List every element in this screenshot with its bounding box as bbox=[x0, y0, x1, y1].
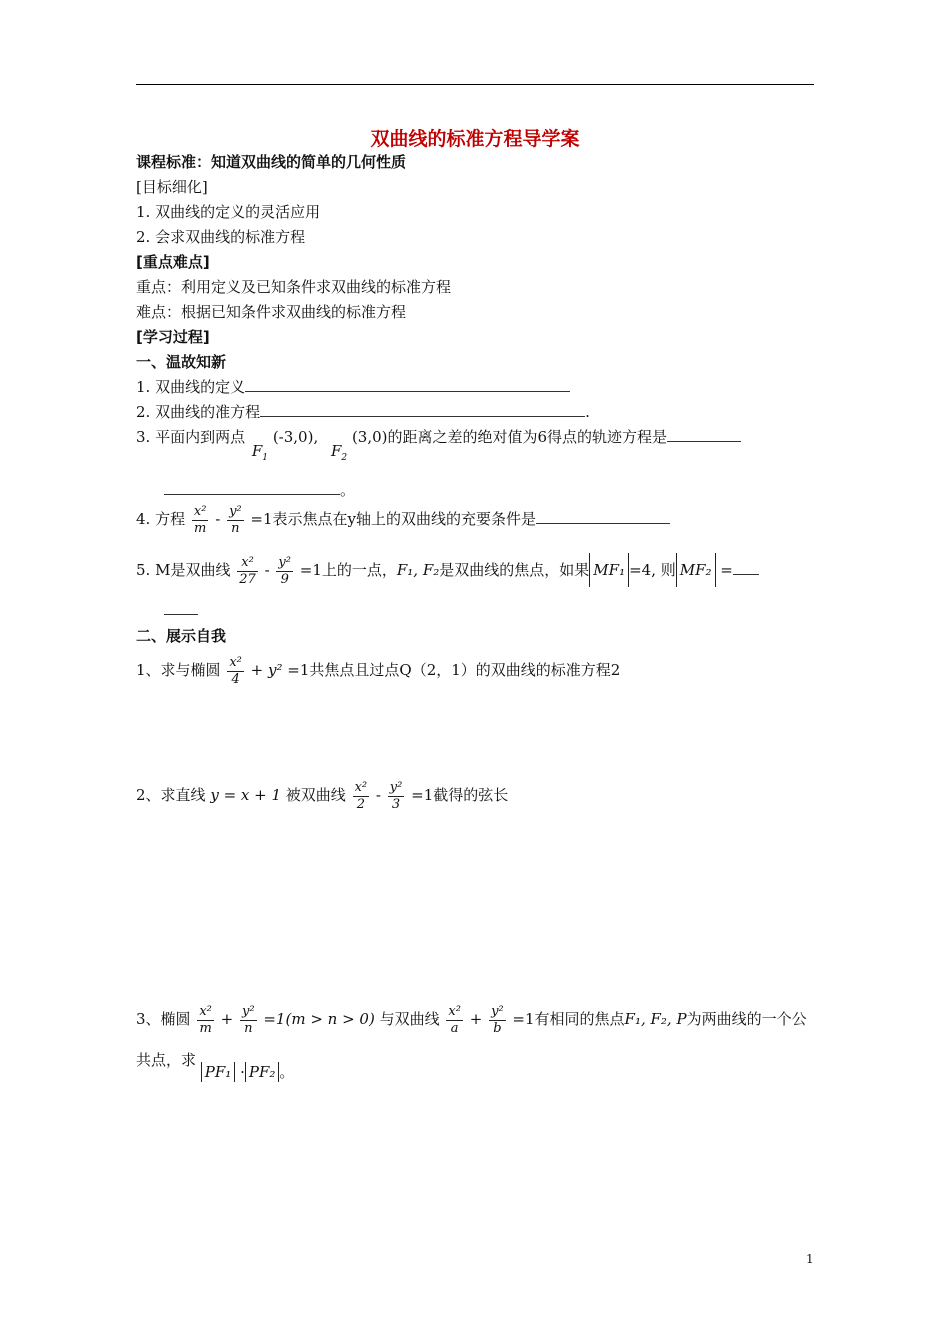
denominator: b bbox=[493, 1020, 502, 1036]
goal-1: 1. 双曲线的定义的灵活应用 bbox=[136, 203, 321, 221]
review-q5-text-e: = bbox=[715, 561, 733, 579]
answer-blank[interactable] bbox=[667, 427, 741, 442]
numerator: x² bbox=[193, 503, 207, 519]
review-header: 一、温故知新 bbox=[136, 353, 227, 371]
answer-blank[interactable] bbox=[164, 600, 198, 615]
show-question-3-continued bbox=[136, 1050, 295, 1081]
denominator: n bbox=[231, 520, 240, 536]
fraction-x2-over-a bbox=[446, 1004, 463, 1037]
review-q5-text-b: =1上的一点， bbox=[299, 561, 397, 579]
fraction-y2-over-b bbox=[489, 1004, 506, 1037]
page-number: 1 bbox=[806, 1252, 814, 1266]
answer-blank[interactable] bbox=[164, 480, 340, 495]
numerator: y² bbox=[278, 554, 291, 570]
header-rule bbox=[136, 84, 814, 85]
review-question-5 bbox=[136, 553, 759, 588]
page-title: 双曲线的标准方程导学案 bbox=[370, 128, 580, 150]
numerator: x² bbox=[448, 1003, 461, 1019]
fraction-x2-over-m bbox=[197, 1004, 214, 1037]
answer-blank[interactable] bbox=[245, 377, 570, 392]
show-q3-end: 。 bbox=[279, 1063, 295, 1081]
denominator: 9 bbox=[280, 571, 289, 587]
foci-f1-f2: F₁, F₂ bbox=[396, 561, 440, 579]
fraction-x2-over-27 bbox=[237, 555, 258, 588]
plus-sign: + bbox=[220, 1010, 234, 1028]
show-q3-text-d: 为两曲线的一个公 bbox=[686, 1010, 807, 1028]
review-q4-text-b: =1表示焦点在y轴上的双曲线的充要条件是 bbox=[250, 510, 536, 528]
show-q3-text-a: 3、椭圆 bbox=[136, 1010, 191, 1028]
review-q3-text-c: (3,0)的距离之差的绝对值为6得点的轨迹方程是 bbox=[351, 428, 668, 446]
review-q4-text-a: 4. 方程 bbox=[136, 510, 186, 528]
show-question-1 bbox=[136, 653, 620, 688]
denominator: 2 bbox=[356, 796, 365, 812]
answer-blank[interactable] bbox=[536, 509, 670, 524]
review-q2-end: . bbox=[585, 403, 590, 421]
show-q3-text-e: 共点，求 bbox=[136, 1051, 197, 1069]
denominator: m bbox=[193, 520, 207, 536]
show-question-2 bbox=[136, 778, 508, 813]
fraction-y2-over-9 bbox=[276, 555, 293, 588]
review-question-3-continued bbox=[164, 480, 355, 500]
focus-f1-sub: 1 bbox=[262, 453, 269, 463]
review-question-1 bbox=[136, 377, 570, 397]
abs-pf1: PF₁ bbox=[201, 1062, 236, 1082]
denominator: a bbox=[450, 1020, 459, 1036]
numerator: x² bbox=[199, 1003, 212, 1019]
denominator: m bbox=[199, 1020, 212, 1036]
numerator: x² bbox=[354, 779, 368, 795]
fraction-x2-over-4 bbox=[227, 655, 244, 688]
show-q2-text-a: 2、求直线 bbox=[136, 786, 206, 804]
denominator: 3 bbox=[391, 796, 401, 812]
review-q3-text-a: 3. 平面内到两点 bbox=[136, 428, 246, 446]
review-question-4 bbox=[136, 502, 670, 537]
denominator: 4 bbox=[231, 671, 240, 687]
review-q2-text: 2. 双曲线的准方程 bbox=[136, 403, 261, 421]
key-point: 重点：利用定义及已知条件求双曲线的标准方程 bbox=[136, 278, 452, 296]
numerator: y² bbox=[491, 1003, 504, 1019]
plus-sign: + bbox=[469, 1010, 483, 1028]
goal-2: 2. 会求双曲线的标准方程 bbox=[136, 228, 306, 246]
focus-f2-sub: 2 bbox=[341, 453, 348, 463]
goals-header: [目标细化] bbox=[136, 178, 208, 196]
minus-sign: - bbox=[215, 510, 221, 528]
review-question-2 bbox=[136, 402, 590, 422]
numerator: y² bbox=[242, 1003, 255, 1019]
show-q3-text-b: 与双曲线 bbox=[379, 1010, 440, 1028]
difficulty-point: 难点：根据已知条件求双曲线的标准方程 bbox=[136, 303, 407, 321]
denominator: n bbox=[244, 1020, 253, 1036]
denominator: 27 bbox=[239, 571, 256, 587]
review-q1-text: 1. 双曲线的定义 bbox=[136, 378, 246, 396]
numerator: y² bbox=[389, 779, 403, 795]
review-q3-text-b: (-3,0), bbox=[272, 428, 319, 446]
review-question-3 bbox=[136, 427, 741, 463]
focus-f2-letter: F bbox=[331, 442, 342, 460]
fraction-y2-over-3 bbox=[388, 780, 405, 813]
numerator: x² bbox=[229, 654, 242, 670]
key-difficulty-header: [重点难点] bbox=[136, 253, 210, 271]
y-squared: y² bbox=[268, 661, 283, 679]
minus-sign: - bbox=[264, 561, 270, 579]
focus-f1-letter: F bbox=[251, 442, 263, 460]
product-expression bbox=[201, 1063, 295, 1081]
focus-f1 bbox=[251, 442, 269, 463]
ellipse-condition: =1(m > n > 0) bbox=[263, 1010, 375, 1028]
fraction-y2-over-n bbox=[227, 504, 244, 537]
line-equation: y = x + 1 bbox=[210, 786, 282, 804]
process-header: [学习过程] bbox=[136, 328, 210, 346]
course-standard: 课程标准：知道双曲线的简单的几何性质 bbox=[136, 153, 407, 171]
fraction-x2-over-m bbox=[192, 504, 209, 537]
show-yourself-header: 二、展示自我 bbox=[136, 627, 227, 645]
abs-mf2: MF₂ bbox=[676, 553, 716, 587]
show-q1-text-b: =1共焦点且过点Q（2，1）的双曲线的标准方程2 bbox=[287, 661, 621, 679]
numerator: x² bbox=[237, 555, 258, 572]
points-f1-f2-p: F₁, F₂, P bbox=[624, 1010, 687, 1028]
answer-blank[interactable] bbox=[260, 402, 585, 417]
answer-blank[interactable] bbox=[733, 560, 759, 575]
focus-f2 bbox=[331, 442, 348, 463]
show-q2-text-b: 被双曲线 bbox=[285, 786, 346, 804]
show-q3-text-c: =1有相同的焦点 bbox=[512, 1010, 625, 1028]
review-q3-end: 。 bbox=[340, 481, 356, 499]
show-question-3 bbox=[136, 1002, 807, 1037]
plus-sign: + bbox=[250, 661, 264, 679]
review-q5-text-d: =4, 则 bbox=[629, 561, 676, 579]
numerator: y² bbox=[229, 503, 242, 519]
fraction-x2-over-2 bbox=[353, 780, 370, 813]
abs-pf2: PF₂ bbox=[245, 1062, 280, 1082]
dot-operator: · bbox=[240, 1063, 245, 1081]
show-q2-text-c: =1截得的弦长 bbox=[411, 786, 509, 804]
review-q5-text-a: 5. M是双曲线 bbox=[136, 561, 231, 579]
fraction-y2-over-n bbox=[240, 1004, 257, 1037]
review-question-5-continued bbox=[164, 600, 198, 620]
show-q1-text-a: 1、求与椭圆 bbox=[136, 661, 221, 679]
abs-mf1: MF₁ bbox=[589, 553, 629, 587]
minus-sign: - bbox=[375, 786, 381, 804]
review-q5-text-c: 是双曲线的焦点，如果 bbox=[439, 561, 590, 579]
